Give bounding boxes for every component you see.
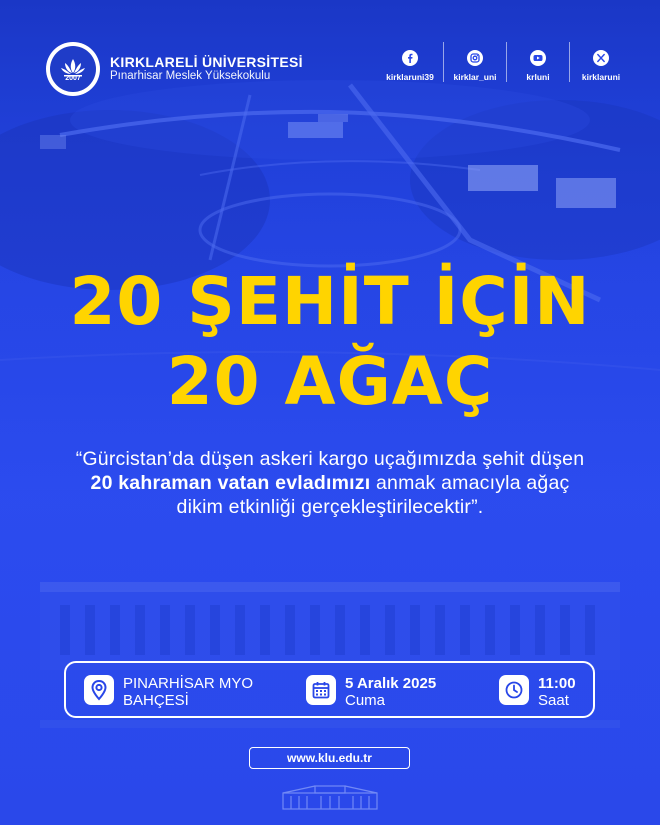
website-link[interactable]: www.klu.edu.tr: [249, 747, 410, 769]
facebook-icon: [402, 50, 418, 66]
clock-icon: [499, 675, 529, 705]
description-bold-text: 20 kahraman vatan evladımızı: [90, 472, 371, 494]
event-day: Cuma: [345, 692, 386, 709]
university-logo: [46, 42, 100, 96]
x-handle: kirklaruni: [581, 72, 621, 82]
youtube-handle: krluni: [526, 72, 550, 82]
description-text-1: “Gürcistan’da düşen askeri kargo uçağımızda şehit düşen: [75, 448, 585, 470]
headline-line-1: 20 ŞEHİT İÇİN: [69, 263, 591, 340]
lotus-emblem-icon: [59, 57, 87, 77]
social-links: [377, 42, 632, 82]
social-facebook[interactable]: [377, 42, 443, 82]
description-text-2: anmak amacıyla ağaç dikim etkinliği gerçekleştirilecektir”.: [176, 472, 570, 518]
building-outline-icon: [275, 781, 385, 811]
event-description: [70, 447, 590, 519]
x-icon: [593, 50, 609, 66]
instagram-handle: kirklar_uni: [453, 72, 497, 82]
headline: [0, 262, 660, 422]
university-name: KIRKLARELİ ÜNİVERSİTESİ: [110, 54, 303, 71]
instagram-icon: [467, 50, 483, 66]
logo-year: 2007: [65, 74, 81, 82]
social-x[interactable]: [569, 42, 632, 82]
location-pin-icon: [84, 675, 114, 705]
calendar-icon: [306, 675, 336, 705]
youtube-icon: [530, 50, 546, 66]
event-date: 5 Aralık 2025: [345, 675, 437, 692]
event-details-box: [64, 661, 595, 718]
event-time-label: Saat: [538, 692, 569, 709]
event-time: 11:00: [538, 675, 576, 692]
location-item: [84, 675, 253, 709]
facebook-handle: kirklaruni39: [386, 72, 434, 82]
social-instagram[interactable]: [443, 42, 506, 82]
social-youtube[interactable]: [506, 42, 569, 82]
university-logo-block: [46, 42, 303, 96]
date-item: [306, 675, 436, 709]
time-item: [499, 675, 576, 709]
location-line-1: PINARHİSAR MYO: [123, 675, 254, 692]
headline-line-2: 20 AĞAÇ: [166, 343, 494, 420]
location-line-2: BAHÇESİ: [123, 692, 189, 709]
school-name: Pınarhisar Meslek Yüksekokulu: [110, 70, 271, 83]
